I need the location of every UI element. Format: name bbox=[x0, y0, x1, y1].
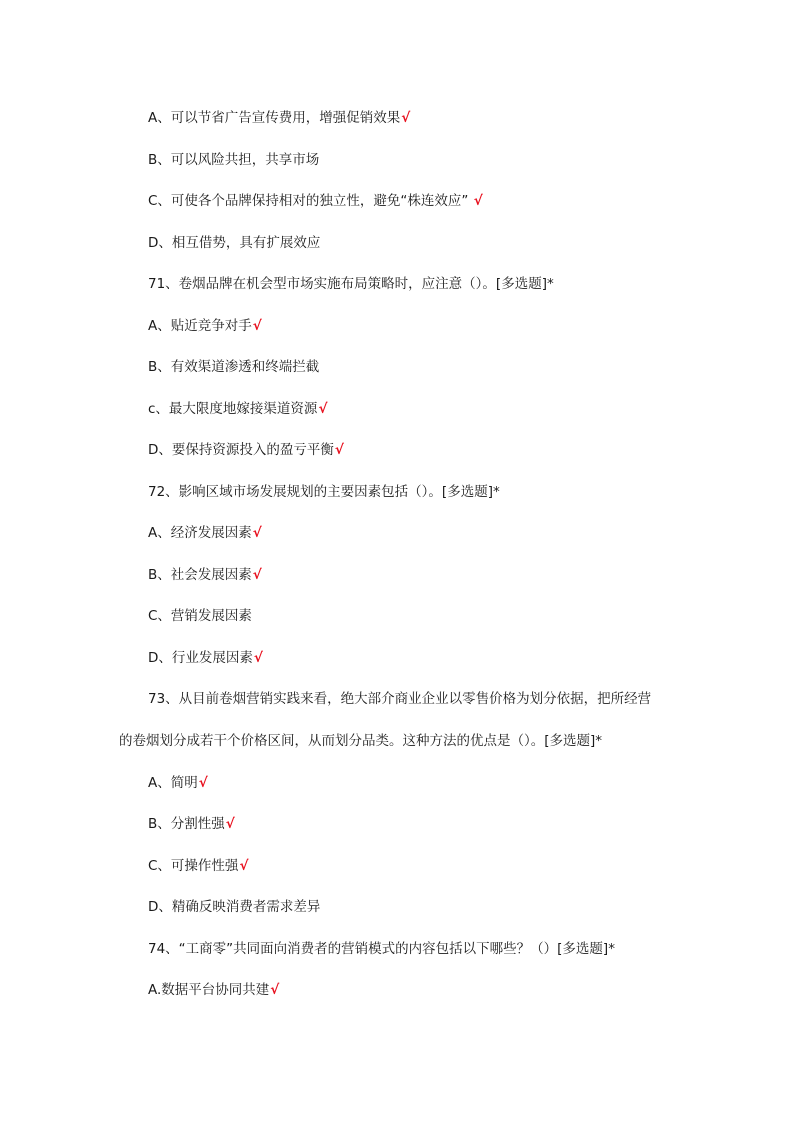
check-mark-icon: √ bbox=[239, 858, 249, 874]
question-text: 74、“工商零”共同面向消费者的营销模式的内容包括以下哪些？（）[多选题]* bbox=[148, 941, 615, 957]
question-text: 71、卷烟品牌在机会型市场实施布局策略时，应注意（）。[多选题]* bbox=[148, 276, 554, 292]
option-text: D、精确反映消费者需求差异 bbox=[148, 899, 321, 915]
option-line bbox=[148, 441, 344, 459]
option-text: D、行业发展因素 bbox=[148, 650, 253, 666]
option-text: B、社会发展因素 bbox=[148, 567, 252, 583]
option-line bbox=[148, 400, 327, 418]
option-text: C、营销发展因素 bbox=[148, 608, 252, 624]
option-text: A、可以节省广告宣传费用，增强促销效果 bbox=[148, 110, 401, 126]
option-line bbox=[148, 358, 319, 376]
question-line bbox=[148, 940, 615, 958]
question-line bbox=[148, 483, 500, 501]
option-text: B、分割性强 bbox=[148, 816, 225, 832]
option-text: C、可操作性强 bbox=[148, 858, 239, 874]
option-text: A.数据平台协同共建 bbox=[148, 982, 270, 998]
question-line bbox=[148, 690, 651, 708]
option-line bbox=[148, 234, 320, 252]
option-text: C、可使各个品牌保持相对的独立性，避免“株连效应” bbox=[148, 193, 473, 209]
option-line bbox=[148, 566, 262, 584]
option-text: D、相互借势，具有扩展效应 bbox=[148, 235, 321, 251]
check-mark-icon: √ bbox=[473, 193, 483, 209]
question-text: 73、从目前卷烟营销实践来看，绝大部介商业企业以零售价格为划分依据，把所经营 bbox=[148, 691, 652, 707]
question-text: 的卷烟划分成若干个价格区间，从而划分品类。这种方法的优点是（）。[多选题]* bbox=[119, 733, 603, 749]
option-line bbox=[148, 607, 252, 625]
check-mark-icon: √ bbox=[334, 442, 344, 458]
check-mark-icon: √ bbox=[252, 567, 262, 583]
option-line bbox=[148, 151, 319, 169]
check-mark-icon: √ bbox=[253, 650, 263, 666]
option-text: B、可以风险共担，共享市场 bbox=[148, 152, 320, 168]
option-text: c、最大限度地嫁接渠道资源 bbox=[148, 401, 318, 417]
option-text: A、经济发展因素 bbox=[148, 525, 252, 541]
option-line bbox=[148, 317, 262, 335]
option-line bbox=[148, 192, 483, 210]
option-text: D、要保持资源投入的盈亏平衡 bbox=[148, 442, 334, 458]
option-line bbox=[148, 857, 248, 875]
question-line-continued bbox=[119, 732, 602, 750]
option-line bbox=[148, 981, 279, 999]
check-mark-icon: √ bbox=[252, 525, 262, 541]
option-line bbox=[148, 774, 208, 792]
question-text: 72、影响区域市场发展规划的主要因素包括（）。[多选题]* bbox=[148, 484, 500, 500]
option-line bbox=[148, 524, 262, 542]
option-text: A、贴近竞争对手 bbox=[148, 318, 252, 334]
check-mark-icon: √ bbox=[270, 982, 280, 998]
option-line bbox=[148, 898, 320, 916]
question-line bbox=[148, 275, 554, 293]
option-line bbox=[148, 649, 263, 667]
option-line bbox=[148, 815, 235, 833]
check-mark-icon: √ bbox=[252, 318, 262, 334]
option-line bbox=[148, 109, 410, 127]
check-mark-icon: √ bbox=[401, 110, 411, 126]
option-text: A、简明 bbox=[148, 775, 198, 791]
check-mark-icon: √ bbox=[198, 775, 208, 791]
option-text: B、有效渠道渗透和终端拦截 bbox=[148, 359, 320, 375]
check-mark-icon: √ bbox=[318, 401, 328, 417]
check-mark-icon: √ bbox=[225, 816, 235, 832]
